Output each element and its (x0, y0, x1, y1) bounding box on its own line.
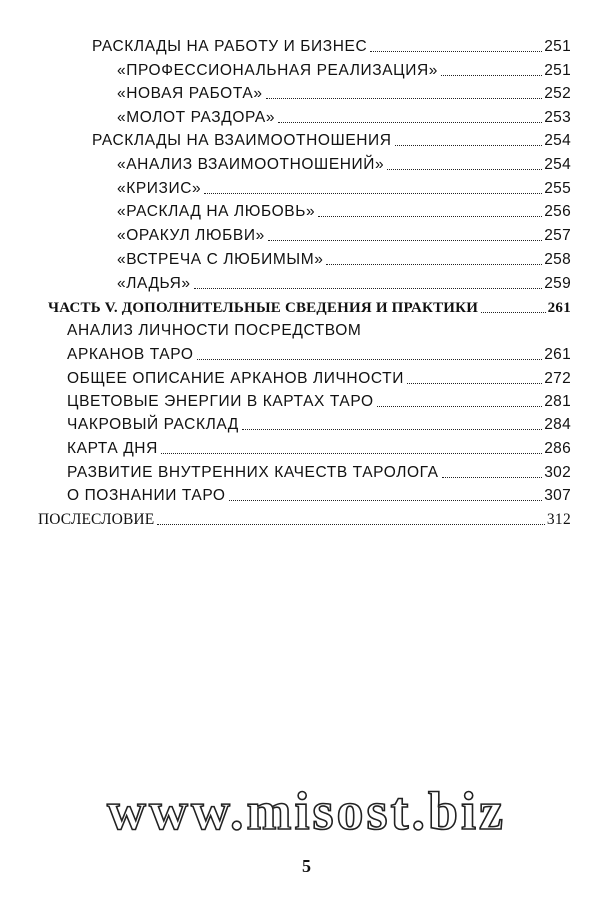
toc-entry-page: 281 (544, 393, 571, 410)
toc-entry-title: «МОЛОТ РАЗДОРА» (117, 109, 276, 126)
toc-entry (67, 340, 571, 364)
toc-leader-dots (242, 425, 542, 430)
toc-entry-title: АНАЛИЗ ЛИЧНОСТИ ПОСРЕДСТВОМ (67, 322, 362, 339)
toc-entry-page: 257 (544, 227, 571, 244)
toc-entry-page: 253 (544, 109, 571, 126)
toc-entry-title: «АНАЛИЗ ВЗАИМООТНОШЕНИЙ» (117, 156, 385, 173)
toc-leader-dots (377, 402, 543, 407)
toc-entry (38, 505, 571, 529)
toc-entry-page: 261 (544, 346, 571, 363)
toc-entry (92, 32, 571, 56)
toc-leader-dots (387, 165, 542, 170)
toc-entry (67, 481, 571, 505)
toc-entry-title: АРКАНОВ ТАРО (67, 346, 194, 363)
toc-entry (67, 458, 571, 482)
toc-entry-page: 254 (544, 132, 571, 149)
toc-leader-dots (364, 332, 569, 336)
toc-leader-dots (194, 284, 543, 289)
toc-entry-title: «ВСТРЕЧА С ЛЮБИМЫМ» (117, 251, 324, 268)
toc-entry-title: «ЛАДЬЯ» (117, 275, 191, 292)
toc-entry (67, 316, 571, 340)
toc-leader-dots (278, 118, 542, 123)
toc-entry-title: ЦВЕТОВЫЕ ЭНЕРГИИ В КАРТАХ ТАРО (67, 393, 374, 410)
toc-entry (117, 245, 571, 269)
toc-entry (48, 293, 571, 317)
watermark-text: www.misost.biz (106, 781, 506, 841)
toc-entry-page: 254 (544, 156, 571, 173)
toc-entry-title: «ОРАКУЛ ЛЮБВИ» (117, 227, 265, 244)
toc-entry-title: «ПРОФЕССИОНАЛЬНАЯ РЕАЛИЗАЦИЯ» (117, 62, 438, 79)
toc-entry-page: 302 (544, 464, 571, 481)
toc-entry (117, 221, 571, 245)
toc-leader-dots (197, 355, 543, 360)
toc-entry-title: КАРТА ДНЯ (67, 440, 158, 457)
toc-leader-dots (326, 260, 542, 265)
page-number: 5 (302, 856, 311, 876)
toc-entry-page: 272 (544, 370, 571, 387)
toc-leader-dots (481, 308, 546, 313)
toc-entry (117, 269, 571, 293)
toc-leader-dots (229, 496, 543, 501)
toc-entry (117, 197, 571, 221)
toc-entry (117, 174, 571, 198)
toc-entry-page: 252 (544, 85, 571, 102)
toc-leader-dots (268, 236, 542, 241)
toc-entry-title: «НОВАЯ РАБОТА» (117, 85, 263, 102)
toc-leader-dots (157, 520, 545, 525)
toc-entry-title: РАСКЛАДЫ НА ВЗАИМООТНОШЕНИЯ (92, 132, 392, 149)
toc-entry-page: 251 (544, 38, 571, 55)
toc-entry (117, 103, 571, 127)
toc-entry (67, 434, 571, 458)
toc-entry-title: ЧАСТЬ V. ДОПОЛНИТЕЛЬНЫЕ СВЕДЕНИЯ И ПРАКТИКИ (48, 300, 479, 316)
toc-entry-page: 251 (544, 62, 571, 79)
toc-entry-title: ПОСЛЕСЛОВИЕ (38, 511, 155, 528)
toc-leader-dots (370, 47, 542, 52)
toc-leader-dots (442, 473, 543, 478)
toc-entry-page: 307 (544, 487, 571, 504)
toc-entry (67, 364, 571, 388)
toc-leader-dots (161, 449, 542, 454)
toc-entry-page: 261 (547, 300, 571, 316)
toc-entry (92, 126, 571, 150)
toc-entry-title: ОБЩЕЕ ОПИСАНИЕ АРКАНОВ ЛИЧНОСТИ (67, 370, 404, 387)
toc-entry-page: 286 (544, 440, 571, 457)
toc-leader-dots (318, 212, 542, 217)
toc-entry-page: 312 (546, 511, 571, 528)
toc-entry-page: 255 (544, 180, 571, 197)
toc-entry-title: ЧАКРОВЫЙ РАСКЛАД (67, 416, 239, 433)
toc-entry (117, 79, 571, 103)
toc-entry (67, 410, 571, 434)
toc-leader-dots (395, 141, 543, 146)
toc-entry-title: РАСКЛАДЫ НА РАБОТУ И БИЗНЕС (92, 38, 368, 55)
toc-entry-page: 259 (544, 275, 571, 292)
toc-entry-title: «РАСКЛАД НА ЛЮБОВЬ» (117, 203, 316, 220)
toc-entry (117, 56, 571, 80)
toc-entry-page: 256 (544, 203, 571, 220)
toc-entry-title: РАЗВИТИЕ ВНУТРЕННИХ КАЧЕСТВ ТАРОЛОГА (67, 464, 439, 481)
toc-leader-dots (407, 379, 542, 384)
toc-entry-page: 258 (544, 251, 571, 268)
toc-entry-title: О ПОЗНАНИИ ТАРО (67, 487, 226, 504)
toc-entry (67, 387, 571, 411)
toc-leader-dots (441, 71, 542, 76)
toc-leader-dots (204, 189, 542, 194)
toc-entry-page: 284 (544, 416, 571, 433)
toc-leader-dots (266, 94, 543, 99)
toc-entry (117, 150, 571, 174)
toc-entry-title: «КРИЗИС» (117, 180, 202, 197)
